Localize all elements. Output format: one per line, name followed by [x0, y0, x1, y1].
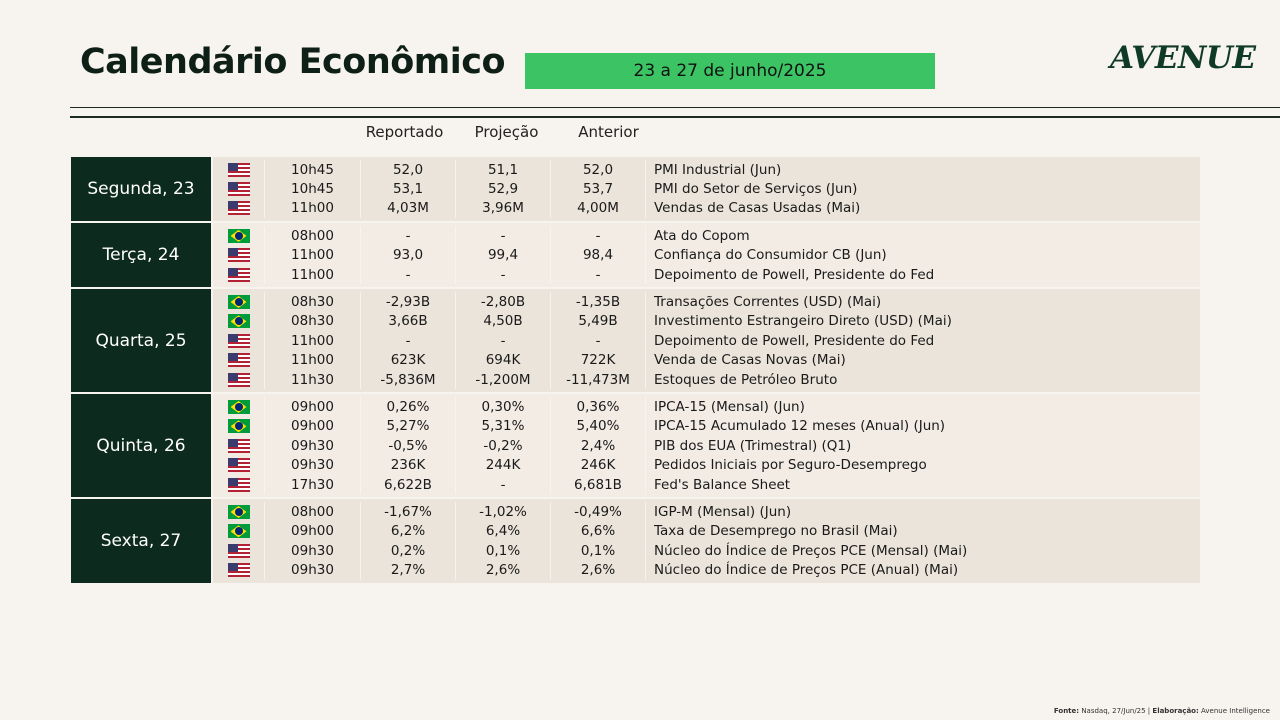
- credit-label: Elaboração:: [1152, 707, 1199, 715]
- forecast-cell: 0,30%: [456, 397, 551, 416]
- us-flag-icon: [228, 478, 250, 492]
- reported-cell: -: [361, 265, 456, 284]
- day-group: [71, 157, 1200, 221]
- day-group: [71, 394, 1200, 497]
- event-rows: [213, 223, 1200, 287]
- column-header-previous: Anterior: [578, 123, 639, 141]
- reported-cell: -: [361, 331, 456, 350]
- previous-cell: -11,473M: [551, 370, 646, 389]
- reported-cell: -5,836M: [361, 370, 456, 389]
- source-text: Nasdaq, 27/Jun/25 |: [1081, 707, 1151, 715]
- time-cell: 11h00: [265, 351, 361, 370]
- table-row: [213, 475, 1200, 494]
- day-label: Segunda, 23: [71, 157, 211, 221]
- table-row: [213, 502, 1200, 521]
- time-cell: 09h00: [265, 397, 361, 416]
- previous-cell: 722K: [551, 351, 646, 370]
- us-flag-icon: [228, 334, 250, 348]
- forecast-cell: -1,02%: [456, 502, 551, 521]
- event-name-cell: IPCA-15 Acumulado 12 meses (Anual) (Jun): [654, 418, 946, 435]
- time-cell: 11h00: [265, 246, 361, 265]
- event-name-cell: PIB dos EUA (Trimestral) (Q1): [654, 437, 852, 454]
- table-row: [213, 179, 1200, 198]
- forecast-cell: -0,2%: [456, 436, 551, 455]
- reported-cell: -0,5%: [361, 436, 456, 455]
- event-name-cell: Transações Correntes (USD) (Mai): [654, 294, 882, 311]
- flag-cell: [213, 436, 265, 455]
- previous-cell: 53,7: [551, 179, 646, 198]
- date-range-badge: [525, 53, 935, 89]
- event-rows: [213, 157, 1200, 221]
- previous-cell: 52,0: [551, 160, 646, 179]
- flag-cell: [213, 351, 265, 370]
- time-cell: 08h30: [265, 312, 361, 331]
- time-cell: 11h30: [265, 370, 361, 389]
- time-cell: 10h45: [265, 160, 361, 179]
- forecast-cell: -: [456, 226, 551, 245]
- day-group: [71, 289, 1200, 392]
- page-title: Calendário Econômico: [80, 42, 506, 82]
- column-header-forecast: Projeção: [474, 123, 539, 141]
- forecast-cell: -2,80B: [456, 292, 551, 311]
- table-row: [213, 541, 1200, 560]
- flag-cell: [213, 160, 265, 179]
- credit-text: Avenue Intelligence: [1201, 707, 1270, 715]
- previous-cell: 246K: [551, 455, 646, 474]
- reported-cell: 0,2%: [361, 541, 456, 560]
- brazil-flag-icon: [228, 524, 250, 538]
- flag-cell: [213, 246, 265, 265]
- forecast-cell: 4,50B: [456, 312, 551, 331]
- table-row: [213, 292, 1200, 311]
- time-cell: 09h00: [265, 522, 361, 541]
- us-flag-icon: [228, 373, 250, 387]
- table-row: [213, 417, 1200, 436]
- event-rows: [213, 394, 1200, 497]
- us-flag-icon: [228, 182, 250, 196]
- time-cell: 08h30: [265, 292, 361, 311]
- event-name-cell: PMI do Setor de Serviços (Jun): [654, 181, 858, 198]
- reported-cell: -1,67%: [361, 502, 456, 521]
- reported-cell: 2,7%: [361, 560, 456, 579]
- reported-cell: -: [361, 226, 456, 245]
- us-flag-icon: [228, 268, 250, 282]
- brazil-flag-icon: [228, 400, 250, 414]
- flag-cell: [213, 199, 265, 218]
- time-cell: 11h00: [265, 265, 361, 284]
- day-group: [71, 223, 1200, 287]
- event-name-cell: Venda de Casas Novas (Mai): [654, 352, 846, 369]
- flag-cell: [213, 265, 265, 284]
- day-group: [71, 499, 1200, 583]
- flag-cell: [213, 179, 265, 198]
- reported-cell: 4,03M: [361, 199, 456, 218]
- economic-calendar-table: [71, 157, 1200, 585]
- forecast-cell: -: [456, 265, 551, 284]
- forecast-cell: -: [456, 331, 551, 350]
- time-cell: 09h00: [265, 417, 361, 436]
- event-name-cell: Depoimento de Powell, Presidente do Fed: [654, 332, 935, 349]
- table-row: [213, 522, 1200, 541]
- time-cell: 08h00: [265, 502, 361, 521]
- event-name-cell: Núcleo do Índice de Preços PCE (Anual) (Mai): [654, 562, 959, 579]
- us-flag-icon: [228, 544, 250, 558]
- brazil-flag-icon: [228, 229, 250, 243]
- flag-cell: [213, 292, 265, 311]
- previous-cell: 6,681B: [551, 475, 646, 494]
- flag-cell: [213, 370, 265, 389]
- column-header-reported: Reportado: [365, 123, 444, 141]
- time-cell: 11h00: [265, 331, 361, 350]
- forecast-cell: 244K: [456, 455, 551, 474]
- brazil-flag-icon: [228, 295, 250, 309]
- event-name-cell: Ata do Copom: [654, 227, 750, 244]
- forecast-cell: 5,31%: [456, 417, 551, 436]
- reported-cell: 6,622B: [361, 475, 456, 494]
- table-row: [213, 351, 1200, 370]
- event-name-cell: Depoimento de Powell, Presidente do Fed: [654, 266, 935, 283]
- reported-cell: 93,0: [361, 246, 456, 265]
- table-row: [213, 199, 1200, 218]
- time-cell: 09h30: [265, 436, 361, 455]
- previous-cell: 5,40%: [551, 417, 646, 436]
- forecast-cell: 3,96M: [456, 199, 551, 218]
- previous-cell: -0,49%: [551, 502, 646, 521]
- previous-cell: 98,4: [551, 246, 646, 265]
- table-row: [213, 370, 1200, 389]
- table-row: [213, 397, 1200, 416]
- previous-cell: 2,4%: [551, 436, 646, 455]
- time-cell: 09h30: [265, 541, 361, 560]
- source-label: Fonte:: [1053, 707, 1080, 715]
- header-divider-bottom: [70, 116, 1280, 118]
- previous-cell: 6,6%: [551, 522, 646, 541]
- forecast-cell: -1,200M: [456, 370, 551, 389]
- previous-cell: 5,49B: [551, 312, 646, 331]
- time-cell: 09h30: [265, 560, 361, 579]
- flag-cell: [213, 560, 265, 579]
- event-rows: [213, 289, 1200, 392]
- day-label: Sexta, 27: [71, 499, 211, 583]
- reported-cell: 6,2%: [361, 522, 456, 541]
- time-cell: 17h30: [265, 475, 361, 494]
- table-row: [213, 226, 1200, 245]
- source-footnote: [1054, 707, 1270, 715]
- flag-cell: [213, 397, 265, 416]
- brazil-flag-icon: [228, 419, 250, 433]
- table-row: [213, 246, 1200, 265]
- table-row: [213, 160, 1200, 179]
- day-label: Terça, 24: [71, 223, 211, 287]
- header-divider-top: [70, 107, 1280, 108]
- previous-cell: -1,35B: [551, 292, 646, 311]
- reported-cell: -2,93B: [361, 292, 456, 311]
- reported-cell: 53,1: [361, 179, 456, 198]
- previous-cell: -: [551, 331, 646, 350]
- event-name-cell: Investimento Estrangeiro Direto (USD) (Mai): [654, 313, 952, 330]
- flag-cell: [213, 541, 265, 560]
- reported-cell: 52,0: [361, 160, 456, 179]
- time-cell: 09h30: [265, 455, 361, 474]
- flag-cell: [213, 312, 265, 331]
- previous-cell: 0,1%: [551, 541, 646, 560]
- day-label: Quinta, 26: [71, 394, 211, 497]
- flag-cell: [213, 502, 265, 521]
- event-name-cell: Taxa de Desemprego no Brasil (Mai): [654, 523, 898, 540]
- table-row: [213, 560, 1200, 579]
- table-row: [213, 455, 1200, 474]
- date-range-label: 23 a 27 de junho/2025: [633, 61, 827, 81]
- us-flag-icon: [228, 439, 250, 453]
- event-name-cell: Pedidos Iniciais por Seguro-Desemprego: [654, 457, 927, 474]
- event-name-cell: Vendas de Casas Usadas (Mai): [654, 200, 861, 217]
- event-name-cell: IGP-M (Mensal) (Jun): [654, 503, 792, 520]
- previous-cell: 4,00M: [551, 199, 646, 218]
- flag-cell: [213, 417, 265, 436]
- avenue-logo: AVENUE: [1110, 40, 1256, 76]
- us-flag-icon: [228, 563, 250, 577]
- event-name-cell: Fed's Balance Sheet: [654, 476, 791, 493]
- previous-cell: 2,6%: [551, 560, 646, 579]
- time-cell: 08h00: [265, 226, 361, 245]
- forecast-cell: 0,1%: [456, 541, 551, 560]
- reported-cell: 623K: [361, 351, 456, 370]
- event-name-cell: IPCA-15 (Mensal) (Jun): [654, 398, 805, 415]
- forecast-cell: 6,4%: [456, 522, 551, 541]
- time-cell: 11h00: [265, 199, 361, 218]
- previous-cell: -: [551, 226, 646, 245]
- forecast-cell: 99,4: [456, 246, 551, 265]
- brazil-flag-icon: [228, 505, 250, 519]
- flag-cell: [213, 522, 265, 541]
- flag-cell: [213, 455, 265, 474]
- time-cell: 10h45: [265, 179, 361, 198]
- forecast-cell: -: [456, 475, 551, 494]
- previous-cell: 0,36%: [551, 397, 646, 416]
- day-label: Quarta, 25: [71, 289, 211, 392]
- us-flag-icon: [228, 201, 250, 215]
- flag-cell: [213, 331, 265, 350]
- event-name-cell: Confiança do Consumidor CB (Jun): [654, 247, 887, 264]
- table-row: [213, 265, 1200, 284]
- previous-cell: -: [551, 265, 646, 284]
- forecast-cell: 2,6%: [456, 560, 551, 579]
- reported-cell: 5,27%: [361, 417, 456, 436]
- forecast-cell: 694K: [456, 351, 551, 370]
- us-flag-icon: [228, 248, 250, 262]
- event-name-cell: Estoques de Petróleo Bruto: [654, 371, 838, 388]
- us-flag-icon: [228, 163, 250, 177]
- brazil-flag-icon: [228, 314, 250, 328]
- event-rows: [213, 499, 1200, 583]
- flag-cell: [213, 226, 265, 245]
- forecast-cell: 52,9: [456, 179, 551, 198]
- flag-cell: [213, 475, 265, 494]
- forecast-cell: 51,1: [456, 160, 551, 179]
- table-row: [213, 436, 1200, 455]
- table-row: [213, 312, 1200, 331]
- reported-cell: 0,26%: [361, 397, 456, 416]
- event-name-cell: PMI Industrial (Jun): [654, 161, 782, 178]
- table-row: [213, 331, 1200, 350]
- us-flag-icon: [228, 458, 250, 472]
- reported-cell: 236K: [361, 455, 456, 474]
- event-name-cell: Núcleo do Índice de Preços PCE (Mensal) (Mai): [654, 542, 968, 559]
- reported-cell: 3,66B: [361, 312, 456, 331]
- us-flag-icon: [228, 353, 250, 367]
